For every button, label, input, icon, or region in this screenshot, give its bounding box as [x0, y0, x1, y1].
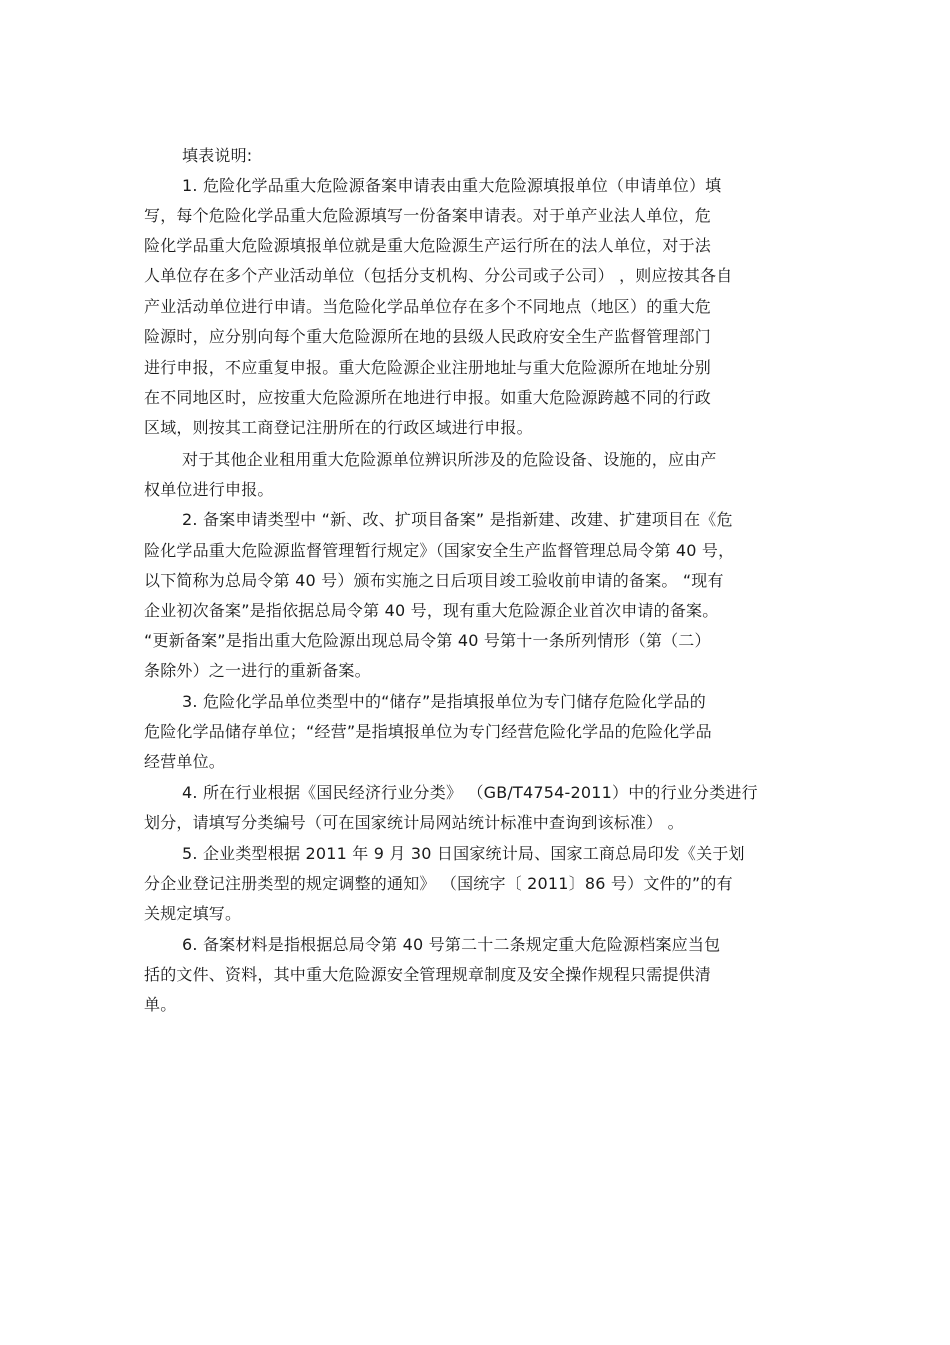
text-line: 险化学品重大危险源监督管理暂行规定》（国家安全生产监督管理总局令第 40 号，: [144, 541, 735, 560]
text-line: 分企业登记注册类型的规定调整的通知》 （国统字〔 2011〕86 号）文件的”的有: [144, 874, 733, 893]
text-line: 人单位存在多个产业活动单位（包括分支机构、分公司或子公司） ，则应按其各自: [144, 266, 733, 285]
text-line: 经营单位。: [144, 752, 226, 771]
text-line: 产业活动单位进行申请。当危险化学品单位存在多个不同地点（地区）的重大危: [144, 297, 712, 316]
text-line: 区域，则按其工商登记注册所在的行政区域进行申报。: [144, 418, 533, 437]
text-line: 进行申报，不应重复申报。重大危险源企业注册地址与重大危险源所在地址分别: [144, 358, 712, 377]
text-line: “更新备案”是指出重大危险源出现总局令第 40 号第十一条所列情形（第（二）: [144, 631, 711, 650]
text-line: 以下简称为总局令第 40 号）颁布实施之日后项目竣工验收前申请的备案。 “现有: [144, 571, 724, 590]
text-line: 5. 企业类型根据 2011 年 9 月 30 日国家统计局、国家工商总局印发《关于划: [182, 844, 745, 863]
text-line: 险化学品重大危险源填报单位就是重大危险源生产运行所在的法人单位，对于法: [144, 236, 712, 255]
text-line: 对于其他企业租用重大危险源单位辨识所涉及的危险设备、设施的，应由产: [182, 450, 717, 469]
text-line: 4. 所在行业根据《国民经济行业分类》 （GB/T4754-2011）中的行业分类进行: [182, 783, 758, 802]
text-line: 1. 危险化学品重大危险源备案申请表由重大危险源填报单位（申请单位）填: [182, 176, 722, 195]
text-line: 2. 备案申请类型中 “新、改、扩项目备案” 是指新建、改建、扩建项目在《危: [182, 510, 733, 529]
text-line: 单。: [144, 995, 177, 1014]
text-line: 3. 危险化学品单位类型中的“储存”是指填报单位为专门储存危险化学品的: [182, 692, 706, 711]
text-line: 条除外）之一进行的重新备案。: [144, 661, 371, 680]
document-heading: 填表说明:: [182, 146, 253, 165]
text-line: 括的文件、资料，其中重大危险源安全管理规章制度及安全操作规程只需提供清: [144, 965, 712, 984]
text-line: 划分，请填写分类编号（可在国家统计局网站统计标准中查询到该标准） 。: [144, 813, 684, 832]
text-line: 在不同地区时，应按重大危险源所在地进行申报。如重大危险源跨越不同的行政: [144, 388, 712, 407]
text-line: 关规定填写。: [144, 904, 242, 923]
text-line: 6. 备案材料是指根据总局令第 40 号第二十二条规定重大危险源档案应当包: [182, 935, 721, 954]
text-line: 写，每个危险化学品重大危险源填写一份备案申请表。对于单产业法人单位，危: [144, 206, 712, 225]
text-line: 权单位进行申报。: [144, 480, 274, 499]
text-line: 险源时，应分别向每个重大危险源所在地的县级人民政府安全生产监督管理部门: [144, 327, 712, 346]
text-line: 危险化学品储存单位；“经营”是指填报单位为专门经营危险化学品的危险化学品: [144, 722, 712, 741]
text-line: 企业初次备案”是指依据总局令第 40 号，现有重大危险源企业首次申请的备案。: [144, 601, 719, 620]
